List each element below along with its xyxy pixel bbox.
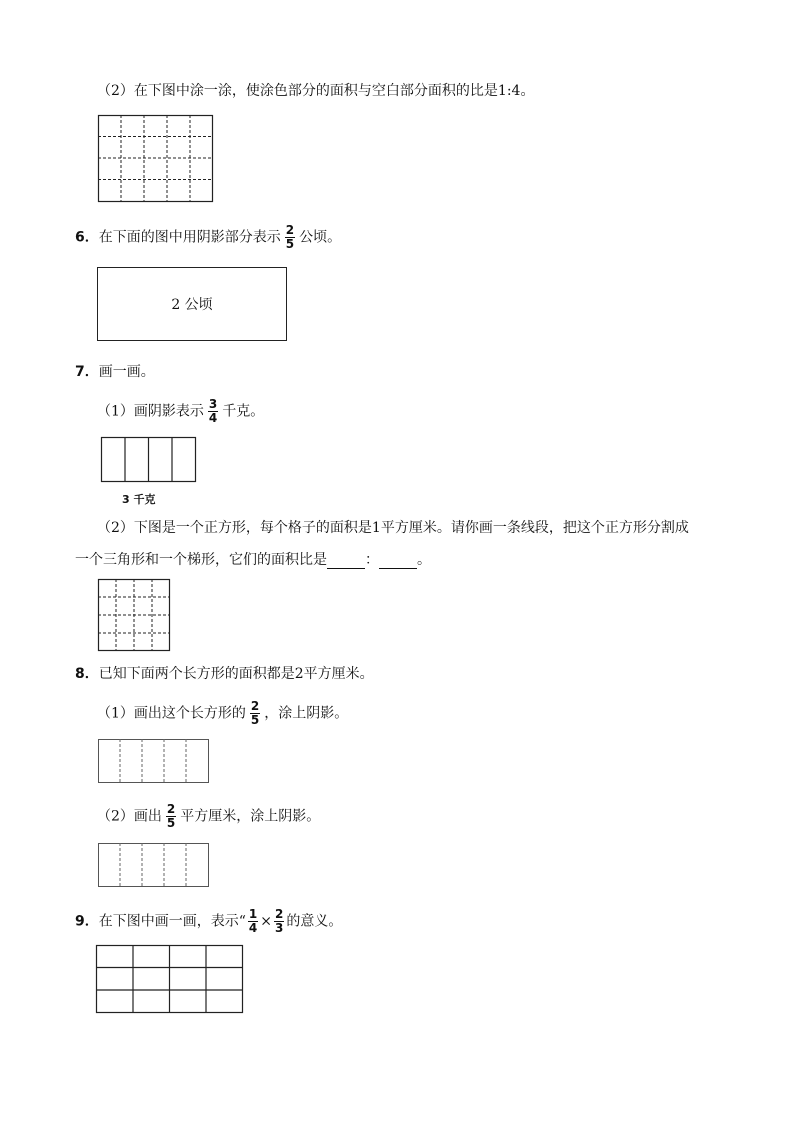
q7-part2-line1 (97, 519, 689, 537)
q8-part1-prompt (97, 700, 348, 727)
q6-box-label: 2 公顷 (171, 297, 213, 313)
q8-part1-text: （1）画出这个长方形的 (97, 705, 246, 722)
q8-part2-after: 平方厘米，涂上阴影。 (180, 808, 321, 825)
q6-frac-den: 5 (285, 237, 295, 251)
q7-part2-colon: ： (365, 552, 379, 568)
q7-part1-frac-den: 4 (208, 411, 218, 425)
q8-part1-frac-den: 5 (250, 713, 260, 727)
q9-text-after: 的意义。 (286, 913, 343, 930)
q5-part2-prompt (97, 82, 534, 100)
q9-grid[interactable] (96, 945, 244, 1014)
q8-part2-text: （2）画出 (97, 808, 162, 825)
q8-text-after: 平方厘米。 (303, 666, 374, 682)
q7-part1-caption: 3 千克 (122, 493, 156, 506)
q9-text: 在下图中画一画，表示“ (98, 913, 246, 930)
q7-part2-text2: 平方厘米。请你画一条线段，把这个正方形分割成 (380, 520, 689, 536)
q8-part2-prompt (97, 803, 320, 830)
q5-part2-ratio: 1:4 (497, 83, 521, 99)
q8-text: 已知下面两个长方形的面积都是 (98, 666, 295, 682)
answer-blank-2[interactable] (379, 554, 417, 569)
q8-part2-fraction (166, 803, 176, 830)
q7-part1-after: 千克。 (222, 403, 265, 420)
q6-box[interactable] (97, 267, 287, 341)
q9-frac2-den: 3 (275, 921, 284, 935)
answer-blank-1[interactable] (327, 554, 365, 569)
q8-number: 8． (75, 666, 99, 682)
q6-text-after: 公顷。 (299, 229, 342, 246)
q6-frac-num: 2 (285, 223, 295, 237)
q9-number: 9． (75, 913, 99, 930)
q8-part1-after: ，涂上阴影。 (264, 705, 349, 722)
q7-part1-bars[interactable] (101, 437, 197, 483)
q7-part1-fraction (208, 398, 218, 425)
q5-grid[interactable] (98, 115, 214, 203)
q6-prompt (75, 224, 341, 251)
q7-part2-line2 (75, 551, 431, 569)
q7-part1-prompt (97, 398, 264, 425)
q7-part2-text3: 一个三角形和一个梯形，它们的面积比是 (75, 552, 327, 568)
q7-part2-text1: （2）下图是一个正方形，每个格子的面积是 (97, 520, 372, 536)
q8-area-num: 2 (294, 666, 304, 682)
q7-number: 7． (75, 364, 99, 380)
q9-frac2-num: 2 (275, 907, 284, 921)
q5-part2-text: （2）在下图中涂一涂，使涂色部分的面积与空白部分面积的比是 (97, 83, 498, 99)
q9-frac1-den: 4 (248, 921, 258, 935)
q5-part2-suffix: 。 (520, 83, 535, 99)
q9-fraction-1 (248, 908, 258, 935)
q7-part2-num: 1 (371, 520, 381, 536)
q7-part1-frac-num: 3 (208, 397, 218, 411)
q6-text: 在下面的图中用阴影部分表示 (98, 229, 281, 246)
q7-part2-square-grid[interactable] (98, 579, 171, 652)
q7-part2-end: 。 (417, 552, 431, 568)
q6-fraction (285, 224, 295, 251)
q8-part1-frac-num: 2 (250, 699, 260, 713)
q8-part2-frac-den: 5 (166, 816, 176, 830)
q7-title (75, 363, 155, 381)
q7-title-text: 画一画。 (98, 364, 155, 380)
q9-prompt (75, 908, 342, 935)
q6-number: 6． (75, 229, 99, 246)
q8-part2-frac-num: 2 (166, 802, 176, 816)
q9-times: × (260, 913, 273, 930)
q8-part2-rectangle[interactable] (98, 843, 210, 888)
q8-part1-fraction (250, 700, 260, 727)
q8-part1-rectangle[interactable] (98, 739, 210, 784)
q7-part1-text: （1）画阴影表示 (97, 403, 204, 420)
q9-fraction-2 (274, 908, 284, 935)
q9-frac1-num: 1 (248, 907, 258, 921)
q8-prompt (75, 665, 374, 683)
